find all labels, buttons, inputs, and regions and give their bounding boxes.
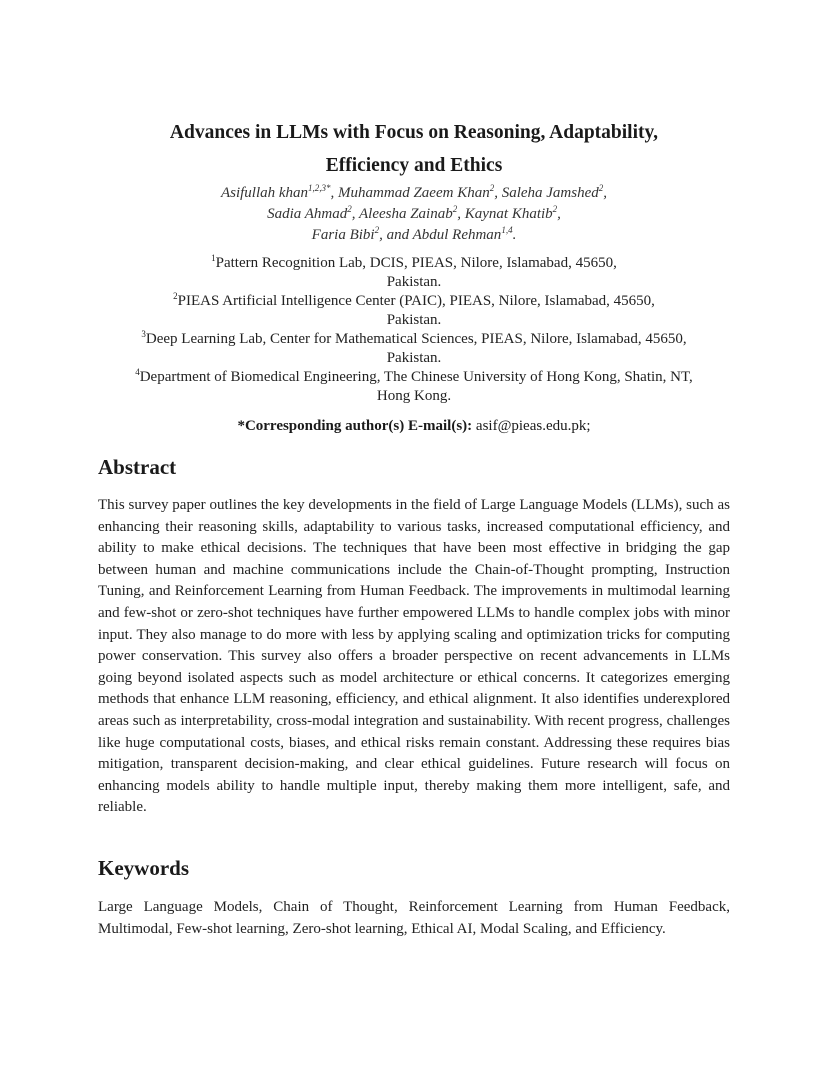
title-line-2: Efficiency and Ethics	[325, 155, 503, 176]
affil-sup: 2	[173, 291, 178, 301]
author-sep: ,	[457, 206, 465, 222]
affil-sup: 1	[211, 253, 216, 263]
keywords-heading: Keywords	[98, 856, 189, 880]
author-name: Faria Bibi	[311, 227, 375, 243]
title-line-1: Advances in LLMs with Focus on Reasoning, Adaptability,	[169, 122, 659, 143]
author-name: Muhammad Zaeem Khan	[338, 185, 490, 201]
keywords-text: Large Language Models, Chain of Thought, Reinforcement Learning from Human Feedback, Multimodal, Few-shot learning, Zero-shot learning, Ethical AI, Modal Scaling, and Efficiency.	[98, 899, 730, 937]
affiliation-4	[98, 368, 730, 387]
author-sep: .	[512, 227, 517, 243]
author-name: Asifullah khan	[220, 185, 309, 201]
author-name: Aleesha Zainab	[358, 206, 453, 222]
affil-text: Pattern Recognition Lab, DCIS, PIEAS, Nilore, Islamabad, 45650,	[215, 255, 617, 271]
affil-text: PIEAS Artificial Intelligence Center (PAIC), PIEAS, Nilore, Islamabad, 45650,	[177, 293, 655, 309]
author-affil-sup: 2	[598, 183, 604, 193]
author-name: Abdul Rehman	[412, 227, 502, 243]
author-affil-sup: 2	[347, 204, 352, 214]
affil-text: Department of Biomedical Engineering, The Chinese University of Hong Kong, Shatin, NT,	[139, 369, 693, 385]
corresponding-author	[98, 416, 730, 436]
author-line-1	[98, 183, 730, 204]
author-sep: ,	[557, 206, 561, 222]
corresponding-email[interactable]: asif@pieas.edu.pk;	[472, 418, 591, 434]
affiliation-2-cont: Pakistan.	[386, 312, 442, 328]
author-line-2	[98, 204, 730, 225]
author-sep: ,	[494, 185, 502, 201]
author-affil-sup: 2	[452, 204, 458, 214]
affil-sup: 3	[141, 329, 146, 339]
author-name: Kaynat Khatib	[464, 206, 553, 222]
corresponding-label: *Corresponding author(s) E-mail(s):	[237, 418, 473, 434]
affiliation-1-cont: Pakistan.	[386, 274, 442, 290]
author-affil-sup: 1,2,3*	[308, 183, 331, 193]
affil-text: Deep Learning Lab, Center for Mathematical Sciences, PIEAS, Nilore, Islamabad, 45650,	[145, 331, 687, 347]
affil-sup: 4	[135, 367, 140, 377]
abstract-heading: Abstract	[98, 455, 177, 479]
abstract-text: This survey paper outlines the key developments in the field of Large Language Models (LLMs), such as enhancing their reasoning skills, adaptability to various tasks, increased computational efficiency, and ability to make ethical decisions. The techniques that have been most effective in bridging the gap between human and machine communications include the Chain-of-Thought prompting, Instruction Tuning, and Reinforcement Learning from Human Feedback. The improvements in multimodal learning and few-shot or zero-shot techniques have further empowered LLMs to handle complex jobs with minor input. They also manage to do more with less by applying scaling and optimization tricks for computing power conservation. This survey also offers a broader perspective on recent advancements in LLMs going beyond isolated aspects such as model architecture or ethical concerns. It categorizes emerging methods that enhance LLM reasoning, efficiency, and ethical alignment. It also identifies underexplored areas such as interpretability, cross-modal integration and sustainability. With recent progress, challenges like huge computational costs, biases, and ethical risks remain constant. Addressing these requires bias mitigation, transparent decision-making, and clear ethical guidelines. Future research will focus on enhancing models ability to handle multiple input, thereby making them more intelligent, safe, and reliable.	[98, 497, 730, 816]
author-list	[98, 183, 730, 246]
author-affil-sup: 2	[552, 204, 558, 214]
author-sep: ,	[603, 185, 608, 201]
author-affil-sup: 1,4	[501, 225, 513, 235]
author-name: Saleha Jamshed	[501, 185, 599, 201]
author-name: Sadia Ahmad	[267, 206, 348, 222]
affiliation-4-cont: Hong Kong.	[376, 388, 452, 404]
affiliation-3	[98, 330, 730, 349]
author-sep: ,	[330, 185, 339, 201]
affiliation-2	[98, 292, 730, 311]
affiliation-3-cont: Pakistan.	[386, 350, 442, 366]
affiliation-1	[98, 254, 730, 273]
author-affil-sup: 2	[489, 183, 495, 193]
paper-title	[98, 116, 730, 182]
affiliation-list	[98, 254, 730, 406]
author-affil-sup: 2	[374, 225, 380, 235]
author-line-3	[98, 225, 730, 246]
author-sep: , and	[379, 227, 413, 243]
author-sep: ,	[351, 206, 359, 222]
